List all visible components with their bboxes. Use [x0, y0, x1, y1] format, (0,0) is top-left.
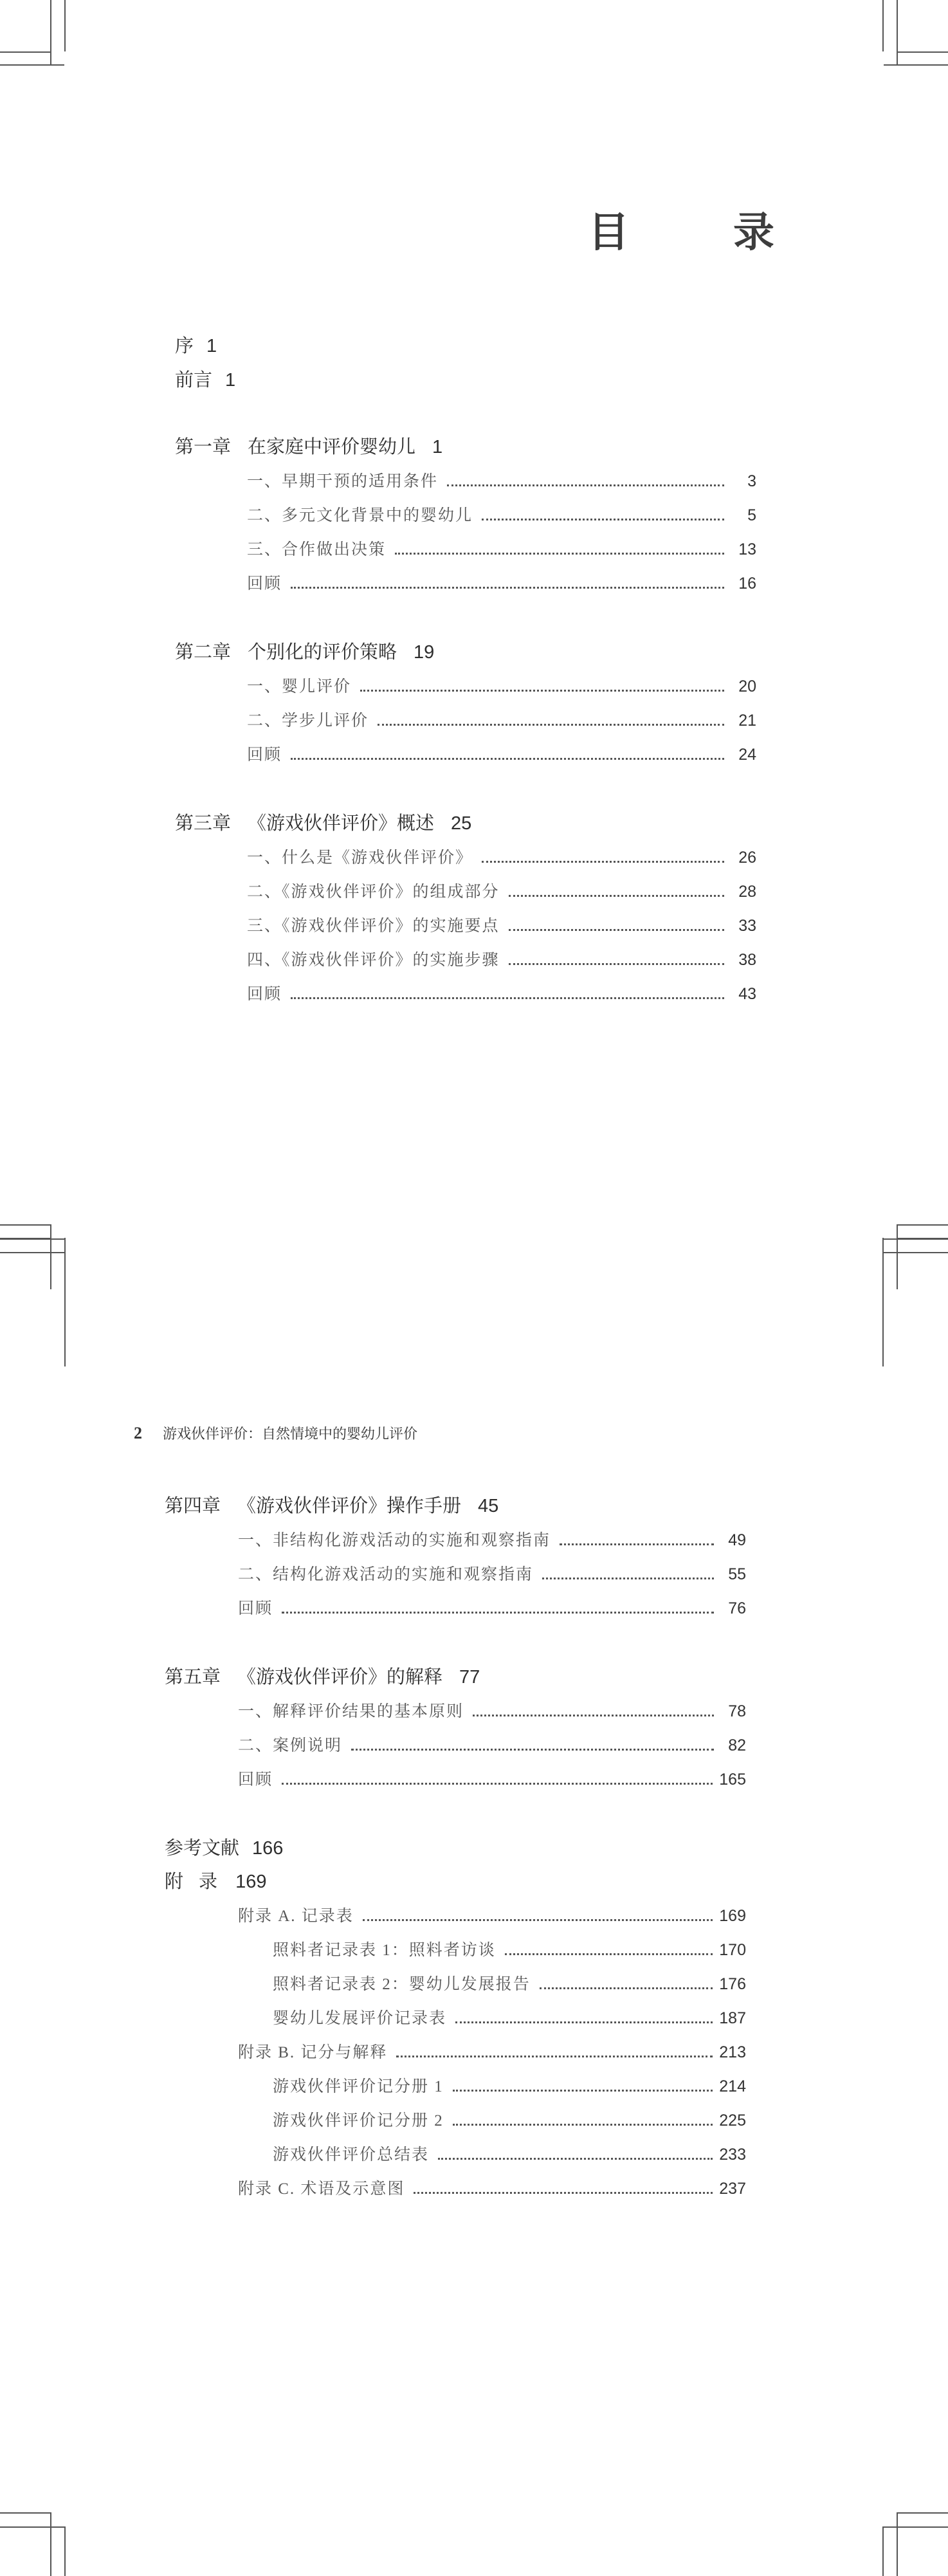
toc-entry[interactable]: [247, 571, 756, 594]
toc-page-number: 170: [719, 1941, 746, 1959]
chapter-label: 第四章: [165, 1496, 221, 1516]
crop-mark: [50, 0, 51, 64]
dot-leader: [453, 2090, 713, 2092]
dot-leader: [291, 758, 724, 760]
toc-page-number: 13: [738, 540, 756, 558]
toc-label: 序: [175, 336, 194, 356]
toc-entry-text: 婴幼儿发展评价记录表: [273, 2010, 447, 2027]
toc-page-number: 78: [728, 1702, 746, 1720]
chapter-title: 《游戏伙伴评价》的解释: [237, 1667, 443, 1688]
crop-mark: [50, 2512, 51, 2576]
toc-page-number: 237: [719, 2180, 746, 2198]
dot-leader: [351, 1749, 714, 1751]
toc-page-number: 49: [728, 1531, 746, 1549]
toc-page-number: 5: [747, 506, 756, 524]
toc-entry[interactable]: [238, 1767, 746, 1790]
chapter-label: 第三章: [175, 813, 232, 834]
toc-page-number: 1: [432, 437, 443, 457]
toc-page-number: 1: [225, 370, 236, 391]
crop-mark: [64, 2526, 66, 2576]
crop-mark: [884, 1252, 948, 1253]
dot-leader: [363, 1919, 713, 1921]
toc-entry-text: 一、解释评价结果的基本原则: [238, 1703, 464, 1720]
chapter-label: 第五章: [165, 1667, 221, 1688]
toc-chapter-3[interactable]: [175, 809, 471, 835]
toc-page-number: 82: [728, 1736, 746, 1754]
dot-leader: [396, 2056, 713, 2057]
chapter-label: 第一章: [175, 437, 232, 457]
toc-page-number: 16: [738, 575, 756, 593]
toc-appendix-item[interactable]: [273, 2142, 746, 2165]
toc-references[interactable]: [165, 1834, 283, 1860]
toc-page-number: 77: [459, 1667, 480, 1688]
chapter-title: 在家庭中评价婴幼儿: [248, 437, 416, 457]
dot-leader: [378, 724, 724, 726]
toc-page-number: 21: [738, 712, 756, 730]
toc-page-number: 213: [719, 2043, 746, 2061]
toc-page-number: 1: [206, 336, 217, 356]
toc-entry-text: 附录 B. 记分与解释: [238, 2044, 388, 2061]
toc-page-number: 3: [747, 472, 756, 490]
toc-chapter-1[interactable]: [175, 432, 442, 459]
dot-leader: [360, 690, 724, 692]
crop-mark: [0, 1238, 50, 1239]
toc-entry[interactable]: [247, 674, 756, 697]
toc-entry[interactable]: [238, 1596, 746, 1619]
toc-label: 前言: [175, 370, 213, 391]
toc-entry[interactable]: [238, 1561, 746, 1585]
toc-entry[interactable]: [238, 1527, 746, 1550]
toc-entry[interactable]: [247, 981, 756, 1004]
toc-appendix[interactable]: [165, 1867, 266, 1893]
toc-page-number: 55: [728, 1565, 746, 1583]
crop-mark: [64, 0, 66, 51]
crop-mark: [0, 51, 50, 53]
toc-page-number: 24: [738, 746, 756, 764]
dot-leader: [453, 2124, 713, 2126]
toc-entry-text: 二、《游戏伙伴评价》的组成部分: [247, 883, 500, 901]
toc-entry-text: 回顾: [238, 1600, 273, 1617]
toc-entry-text: 回顾: [247, 746, 282, 764]
crop-mark: [882, 1238, 884, 1366]
toc-page-number: 214: [719, 2077, 746, 2095]
toc-entry-text: 照料者记录表 2：婴幼儿发展报告: [273, 1976, 531, 1993]
toc-entry-text: 三、《游戏伙伴评价》的实施要点: [247, 917, 500, 935]
dot-leader: [540, 1987, 713, 1989]
crop-mark: [884, 2526, 948, 2528]
dot-leader: [282, 1783, 713, 1785]
toc-entry[interactable]: [247, 502, 756, 526]
toc-entry[interactable]: [247, 845, 756, 868]
crop-mark: [0, 2526, 64, 2528]
toc-entry[interactable]: [238, 1698, 746, 1722]
dot-leader: [509, 895, 724, 897]
dot-leader: [505, 1953, 713, 1955]
toc-page-number: 26: [738, 849, 756, 867]
toc-entry-text: 游戏伙伴评价总结表: [273, 2146, 430, 2164]
toc-entry[interactable]: [247, 468, 756, 492]
dot-leader: [447, 484, 724, 486]
crop-mark: [898, 2512, 948, 2514]
chapter-title: 《游戏伙伴评价》操作手册: [237, 1496, 462, 1516]
crop-mark: [897, 0, 898, 64]
toc-label: 附 录: [165, 1872, 223, 1892]
toc-title: 目 录: [588, 209, 821, 255]
toc-entry[interactable]: [247, 913, 756, 936]
toc-entry[interactable]: [238, 1733, 746, 1756]
dot-leader: [473, 1715, 714, 1716]
dot-leader: [414, 2192, 713, 2194]
toc-page-number: 187: [719, 2009, 746, 2027]
toc-entry-text: 一、什么是《游戏伙伴评价》: [247, 849, 473, 867]
crop-mark: [0, 2512, 50, 2514]
dot-leader: [560, 1543, 714, 1545]
toc-entry-text: 二、案例说明: [238, 1737, 343, 1754]
toc-chapter-2[interactable]: [175, 638, 434, 664]
dot-leader: [542, 1578, 714, 1579]
toc-entry-text: 三、合作做出决策: [247, 541, 387, 558]
toc-entry-text: 四、《游戏伙伴评价》的实施步骤: [247, 952, 500, 969]
crop-mark: [50, 1225, 51, 1289]
running-header: [134, 1423, 417, 1443]
toc-front-preface[interactable]: [175, 331, 217, 358]
toc-entry[interactable]: [247, 708, 756, 731]
toc-entry-text: 二、学步儿评价: [247, 712, 369, 730]
header-book-title: 游戏伙伴评价：自然情境中的婴幼儿评价: [163, 1426, 418, 1442]
toc-page-number: 33: [738, 917, 756, 935]
dot-leader: [482, 519, 724, 520]
toc-page-number: 233: [719, 2146, 746, 2164]
toc-entry[interactable]: [247, 742, 756, 765]
toc-page-number: 176: [719, 1975, 746, 1993]
toc-page-number: 19: [414, 642, 435, 663]
toc-chapter-4[interactable]: [165, 1491, 498, 1518]
toc-appendix-item[interactable]: [238, 1903, 746, 1926]
toc-entry-text: 一、早期干预的适用条件: [247, 473, 439, 490]
toc-page-number: 20: [738, 677, 756, 695]
toc-chapter-5[interactable]: [165, 1662, 480, 1689]
toc-entry[interactable]: [247, 537, 756, 560]
toc-page-number: 45: [478, 1496, 499, 1516]
toc-appendix-item[interactable]: [273, 2108, 746, 2131]
toc-page-number: 169: [719, 1907, 746, 1925]
chapter-title: 个别化的评价策略: [248, 642, 397, 663]
crop-mark: [0, 1224, 50, 1226]
toc-appendix-item[interactable]: [273, 2005, 746, 2029]
toc-entry-text: 一、婴儿评价: [247, 678, 352, 695]
crop-mark: [897, 1225, 898, 1289]
toc-entry-text: 回顾: [247, 986, 282, 1003]
toc-page-number: 165: [719, 1771, 746, 1789]
toc-entry-text: 照料者记录表 1：照料者访谈: [273, 1942, 496, 1959]
crop-mark: [884, 64, 948, 66]
toc-label: 参考文献: [165, 1838, 240, 1859]
toc-page-number: 38: [738, 951, 756, 969]
dot-leader: [438, 2158, 713, 2160]
header-page-number: 2: [134, 1424, 142, 1442]
crop-mark: [898, 51, 948, 53]
crop-mark: [882, 0, 884, 51]
toc-entry-text: 二、多元文化背景中的婴幼儿: [247, 507, 473, 524]
toc-appendix-item[interactable]: [238, 2039, 746, 2063]
crop-mark: [897, 2512, 898, 2576]
toc-entry-text: 二、结构化游戏活动的实施和观察指南: [238, 1566, 534, 1583]
toc-entry-text: 游戏伙伴评价记分册 1: [273, 2078, 444, 2095]
toc-appendix-item[interactable]: [273, 1937, 746, 1960]
dot-leader: [291, 997, 724, 999]
crop-mark: [64, 1238, 66, 1366]
crop-mark: [898, 1224, 948, 1226]
toc-page-number: 25: [451, 813, 472, 834]
toc-page-number: 76: [728, 1599, 746, 1617]
toc-entry[interactable]: [247, 879, 756, 902]
chapter-label: 第二章: [175, 642, 232, 663]
dot-leader: [395, 553, 724, 555]
toc-page-number: 43: [738, 985, 756, 1003]
toc-entry-text: 回顾: [247, 575, 282, 593]
toc-page-2: [0, 1288, 948, 2576]
dot-leader: [291, 587, 724, 589]
dot-leader: [482, 861, 724, 863]
dot-leader: [509, 929, 724, 931]
crop-mark: [898, 1238, 948, 1239]
toc-appendix-item[interactable]: [273, 2074, 746, 2097]
toc-front-foreword[interactable]: [175, 365, 235, 392]
dot-leader: [282, 1612, 714, 1614]
toc-entry-text: 一、非结构化游戏活动的实施和观察指南: [238, 1532, 551, 1549]
crop-mark: [0, 64, 64, 66]
crop-mark: [882, 2526, 884, 2576]
dot-leader: [509, 963, 724, 965]
toc-entry[interactable]: [247, 947, 756, 970]
dot-leader: [455, 2021, 713, 2023]
toc-entry-text: 附录 C. 术语及示意图: [238, 2180, 405, 2198]
toc-page-number: 166: [252, 1838, 284, 1859]
toc-entry-text: 回顾: [238, 1771, 273, 1789]
toc-entry-text: 游戏伙伴评价记分册 2: [273, 2112, 444, 2130]
crop-mark: [0, 1252, 64, 1253]
toc-appendix-item[interactable]: [238, 2176, 746, 2199]
toc-page-number: 28: [738, 883, 756, 901]
toc-page-number: 169: [235, 1872, 267, 1892]
toc-page-number: 225: [719, 2111, 746, 2130]
toc-appendix-item[interactable]: [273, 1971, 746, 1994]
chapter-title: 《游戏伙伴评价》概述: [248, 813, 435, 834]
toc-entry-text: 附录 A. 记录表: [238, 1908, 354, 1925]
